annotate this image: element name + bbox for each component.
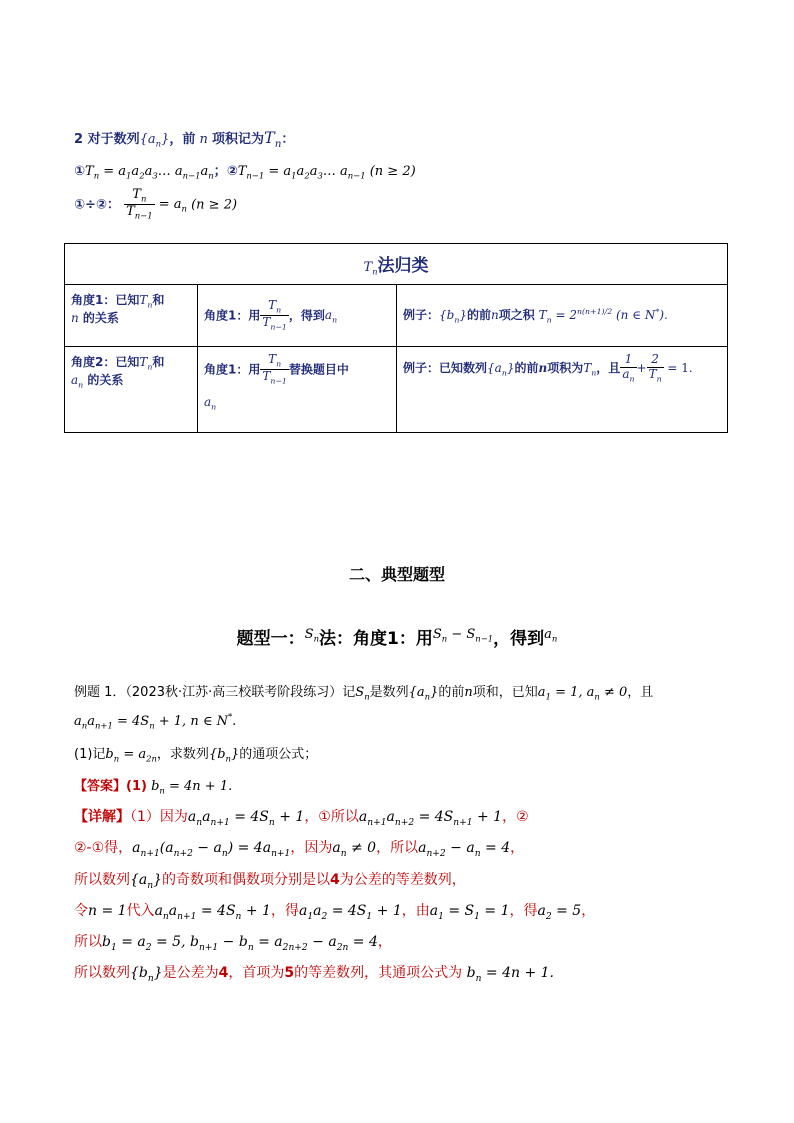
intro-text: 对于数列 [87, 132, 140, 147]
detail-line-6: 所以数列$\{b_n\}$是公差为4，首项为5的等差数列，其通项公式为 $b_n = 4n + 1$. [74, 965, 554, 984]
angle-2-method-cell: 角度1：用 $\frac{T_n}{T_{n-1}}$ 替换题目中 $a_n$ [198, 347, 397, 433]
circled-one: ① [74, 164, 86, 179]
detail-line-5: 所以$b_1 = a_2 = 5$, $b_{n+1} - b_n = a_{2n+2} - a_{2n} = 4$， [74, 934, 392, 953]
method-table [64, 243, 728, 433]
section-heading: 二、典型题型 [348, 565, 445, 584]
answer-line: 【答案】(1) $b_n = 4n + 1$. [74, 779, 233, 796]
question-1: (1)记$b_n = a_{2n}$，求数列$\{b_n\}$的通项公式； [74, 747, 318, 764]
example-line-2: $a_na_{n+1} = 4S_n + 1$, n ∈ N*. [74, 712, 237, 731]
angle-1-method-cell: 角度1：用 $\frac{T_n}{T_{n-1}}$ ，得到$a_n$ [198, 285, 397, 347]
division-marks: ①÷②： [74, 197, 120, 213]
detail-line-1: 【详解】（1）因为$a_na_{n+1} = 4S_n + 1$，①所以$a_{n+1}a_{n+2} = 4S_{n+1} + 1$，② [74, 809, 529, 828]
angle-1-example-cell: 例子：$\{b_n\}$的前n项之积 $T_n = 2^{n(n+1)/2}$ (n ∈ N*). [397, 285, 728, 347]
detail-label: 【详解】 [74, 809, 130, 825]
example-source: （2023秋·江苏·高三校联考阶段练习） [125, 685, 343, 700]
angle-2-example-cell: 例子：已知数列$\{a_n\}$的前n项积为$T_n$，且 $\frac{1}{a_n}$ + $\frac{2}{T_n}$ = 1. [397, 347, 728, 433]
detail-line-4: 令n = 1代入$a_na_{n+1} = 4S_n + 1$，得$a_1a_2 = 4S_1 + 1$，由$a_1 = S_1 = 1$，得$a_2 = 5$， [74, 903, 596, 922]
detail-line-3: 所以数列$\{a_n\}$的奇数项和偶数项分别是以4为公差的等差数列， [74, 872, 466, 891]
intro-line-3: ①÷②： $\frac{T_n}{T_{n-1}}$ = $a_n$ (n ≥ 2) [74, 187, 238, 221]
answer-label: 【答案】 [74, 779, 127, 794]
angle-1-cell: 角度1：已知$T_n$和 n 的关系 [65, 285, 198, 347]
circled-two: ② [226, 164, 238, 179]
example-line-1: 例题 1．（2023秋·江苏·高三校联考阶段练习）记$S_n$是数列$\{a_n\}$的前n项和，已知$a_1 = 1$, $a_n \ne 0$，且 [74, 685, 654, 702]
intro-line-2: $①T_n$ = $a_1a_2a_3\dots$ $a_{n-1}a_n$；$②T_{n-1}$ = $a_1a_2a_3\dots$ $a_{n-1}$ (n ≥ 2) [74, 164, 416, 181]
item-number: 2 [74, 132, 84, 147]
detail-line-2: ②-①得，$a_{n+1}(a_{n+2} - a_n) = 4a_{n+1}$，因为$a_n \ne 0$，所以$a_{n+2} - a_n = 4$， [74, 840, 525, 859]
intro-line-1: 2 对于数列$\{a_n\}$，前 n 项积记为$T_n$： [74, 128, 295, 151]
subheading: 题型一：$^{S_n}$法：角度1：用$^{S_n - S_{n-1}}$，得到$^{a_n}$ [236, 627, 558, 649]
table-title: $T_n$法归类 [65, 244, 728, 285]
angle-2-cell: 角度2：已知$T_n$和 $a_n$ 的关系 [65, 347, 198, 433]
